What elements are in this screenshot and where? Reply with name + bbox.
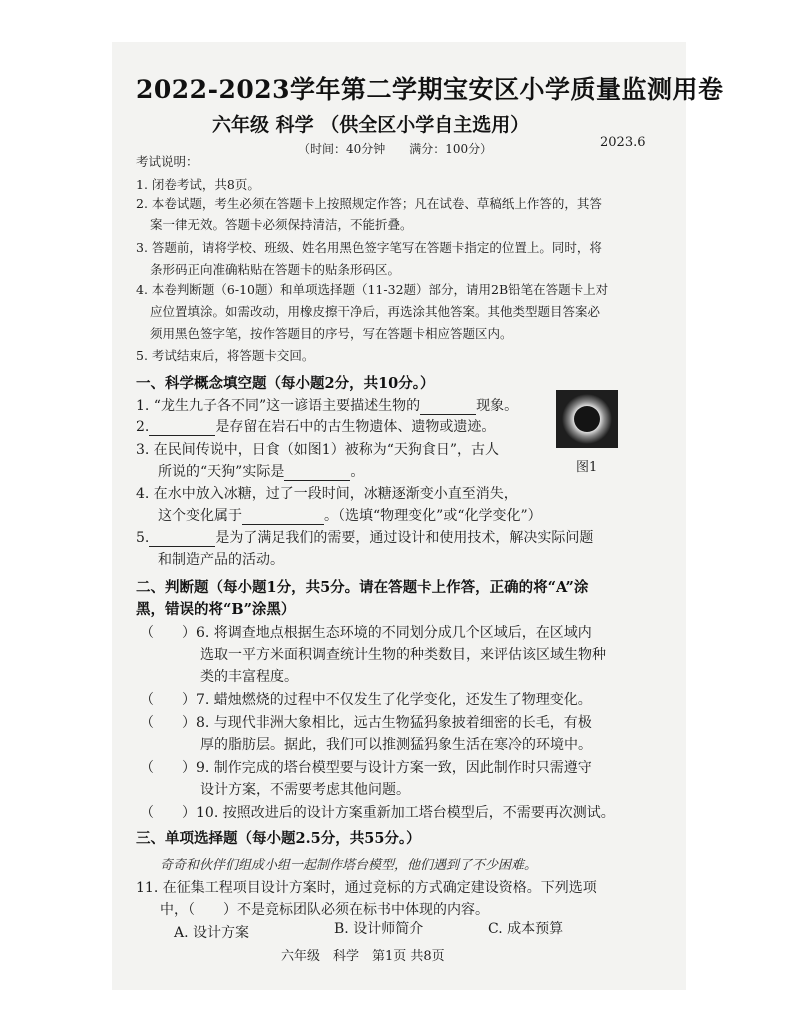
instruction-line: 2. 本卷试题，考生必须在答题卡上按照规定作答；凡在试卷、草稿纸上作答的，其答 (136, 196, 602, 211)
question-4: 4. 在水中放入冰糖，过了一段时间，冰糖逐渐变小直至消失， (136, 486, 518, 502)
page-footer: 六年级 科学 第1页 共8页 (281, 949, 445, 964)
question-text: 。（选填“物理变化”或“化学变化”） (324, 508, 542, 524)
instruction-line: 3. 答题前，请将学校、班级、姓名用黑色签字笔写在答题卡指定的位置上。同时，将 (136, 240, 602, 255)
question-text: 。 (350, 464, 365, 480)
section-2-heading: 二、判断题（每小题1分，共5分。请在答题卡上作答，正确的将“A”涂 (136, 579, 589, 596)
exam-subtitle: 六年级 科学 （供全区小学自主选用） (212, 114, 530, 136)
judge-item-7: （ ）7. 蜡烛燃烧的过程中不仅发生了化学变化，还发生了物理变化。 (140, 692, 592, 708)
instruction-line: 应位置填涂。如需改动，用橡皮擦干净后，再选涂其他答案。其他类型题目答案必 (150, 304, 601, 319)
instructions-heading: 考试说明： (136, 154, 199, 169)
exam-date: 2023.6 (600, 135, 646, 150)
judge-item-8: （ ）8. 与现代非洲大象相比，远古生物猛犸象披着细密的长毛，有极 (140, 715, 592, 731)
scenario-intro: 奇奇和伙伴们组成小组一起制作塔台模型，他们遇到了不少困难。 (160, 858, 538, 873)
solar-eclipse-figure (556, 390, 618, 448)
question-5-cont: 和制造产品的活动。 (158, 552, 284, 568)
section-3-heading: 三、单项选择题（每小题2.5分，共55分。） (136, 830, 421, 847)
question-text: 是为了满足我们的需要，通过设计和使用技术，解决实际问题 (215, 530, 594, 546)
time-score: （时间：40分钟 满分：100分） (298, 142, 493, 156)
instruction-line: 4. 本卷判断题（6-10题）和单项选择题（11-32题）部分，请用2B铅笔在答题卡上对 (136, 282, 609, 297)
question-text: 所说的“天狗”实际是 (158, 464, 285, 480)
question-11-cont: 中，（ ）不是竞标团队必须在标书中体现的内容。 (160, 902, 489, 918)
question-text: 现象。 (476, 398, 519, 414)
answer-blank (149, 421, 215, 436)
instruction-line: 1. 闭卷考试，共8页。 (136, 177, 260, 192)
judge-item-9: （ ）9. 制作完成的塔台模型要与设计方案一致，因此制作时只需遵守 (140, 760, 592, 776)
question-1 (136, 395, 518, 415)
judge-item-6: （ ）6. 将调查地点根据生态环境的不同划分成几个区域后，在区域内 (140, 625, 592, 641)
question-3: 3. 在民间传说中，日食（如图1）被称为“天狗食日”，古人 (136, 442, 500, 458)
instruction-line: 条形码正向准确粘贴在答题卡的贴条形码区。 (150, 262, 401, 277)
question-3-cont (158, 461, 364, 481)
instruction-line: 须用黑色签字笔，按作答题目的序号，写在答题卡相应答题区内。 (150, 326, 513, 341)
question-text: 2. (136, 419, 150, 435)
question-text: 是存留在岩石中的古生物遗体、遗物或遗迹。 (215, 419, 496, 435)
answer-blank (284, 466, 350, 481)
exam-title: 2022-2023学年第二学期宝安区小学质量监测用卷 (136, 75, 724, 104)
section-2-heading-cont: 黑，错误的将“B”涂黑） (136, 601, 296, 618)
judge-item-10: （ ）10. 按照改进后的设计方案重新加工塔台模型后，不需要再次测试。 (140, 805, 615, 821)
figure-1-caption: 图1 (576, 460, 598, 475)
answer-blank (420, 400, 476, 415)
judge-item-6-cont: 选取一平方米面积调查统计生物的种类数目，来评估该区域生物种 (200, 647, 606, 663)
option-b: B. 设计师简介 (334, 921, 424, 937)
option-a: A. 设计方案 (174, 925, 250, 941)
question-text: 5. (136, 530, 150, 546)
judge-item-9-cont: 设计方案，不需要考虑其他问题。 (200, 782, 410, 798)
question-text: 这个变化属于 (158, 508, 242, 524)
instruction-line: 5. 考试结束后，将答题卡交回。 (136, 348, 315, 363)
answer-blank (149, 532, 215, 547)
section-1-heading: 一、科学概念填空题（每小题2分，共10分。） (136, 375, 435, 392)
instruction-line: 案一律无效。答题卡必须保持清洁，不能折叠。 (150, 217, 413, 232)
judge-item-6-cont: 类的丰富程度。 (200, 669, 298, 685)
answer-blank (242, 510, 324, 525)
question-text: 1. “龙生九子各不同”这一谚语主要描述生物的 (136, 398, 421, 414)
question-5 (136, 527, 593, 547)
judge-item-8-cont: 厚的脂肪层。据此，我们可以推测猛犸象生活在寒冷的环境中。 (200, 737, 592, 753)
question-4-cont (158, 505, 542, 525)
option-c: C. 成本预算 (488, 921, 564, 937)
question-2 (136, 416, 495, 436)
question-11: 11. 在征集工程项目设计方案时，通过竞标的方式确定建设资格。下列选项 (136, 880, 597, 896)
